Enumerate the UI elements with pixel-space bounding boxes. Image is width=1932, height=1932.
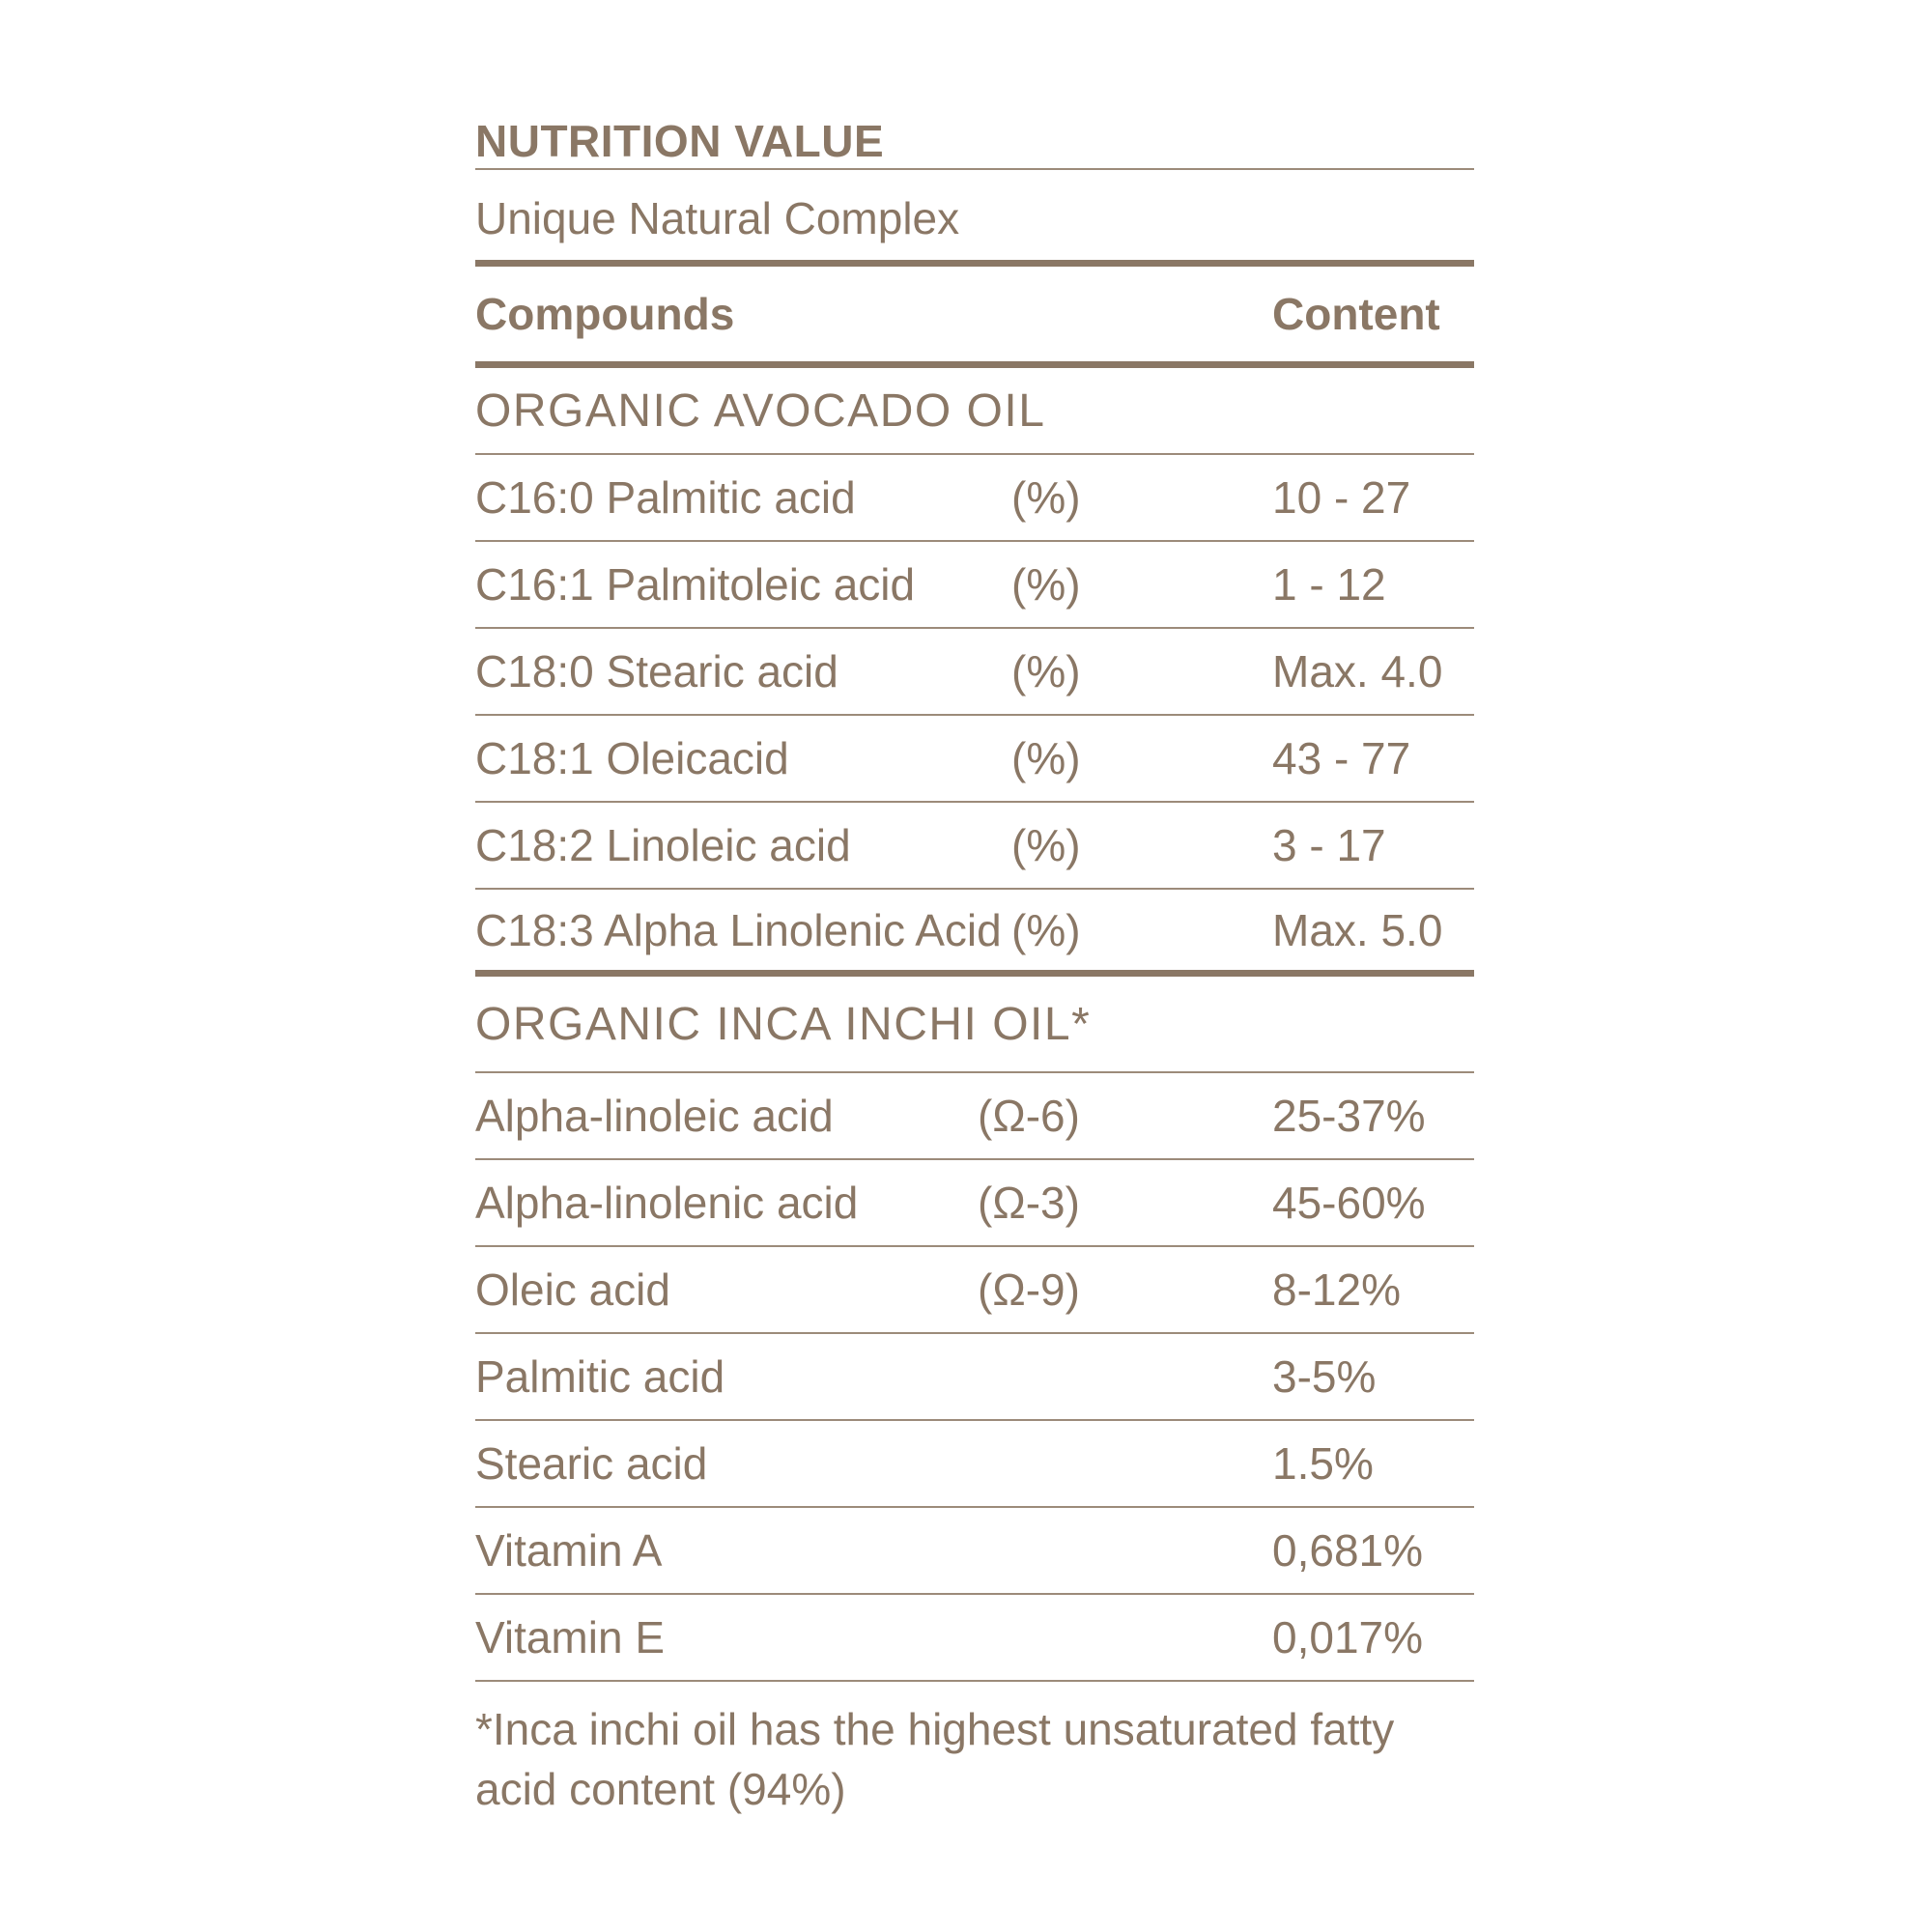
compound-unit: (%) — [1011, 733, 1081, 783]
table-row — [475, 890, 1474, 977]
table-row — [475, 1421, 1474, 1508]
table-row — [475, 629, 1474, 716]
section-inca-inchi-oil — [475, 977, 1474, 1682]
nutrition-panel — [475, 97, 1474, 1819]
table-row — [475, 1334, 1474, 1421]
table-header — [475, 267, 1474, 368]
compound-unit: (%) — [1011, 559, 1081, 610]
table-row — [475, 1595, 1474, 1682]
table-row — [475, 1508, 1474, 1595]
compound-value: 0,017% — [1272, 1612, 1424, 1662]
table-row — [475, 716, 1474, 803]
compound-unit: (%) — [1011, 904, 1081, 955]
compound-name: Vitamin A — [475, 1525, 663, 1576]
column-header-content: Content — [1272, 289, 1440, 339]
footnote: *Inca inchi oil has the highest unsaturated fatty acid content (94%) — [475, 1704, 1395, 1814]
compound-name: C18:1 Oleicacid — [475, 733, 789, 783]
compound-name: Palmitic acid — [475, 1351, 725, 1402]
section-title: ORGANIC AVOCADO OIL — [475, 368, 1474, 455]
compound-unit: (%) — [1011, 472, 1081, 523]
compound-value: 45-60% — [1272, 1178, 1426, 1228]
compound-name: Oleic acid — [475, 1264, 670, 1315]
compound-value: 43 - 77 — [1272, 733, 1411, 783]
page-title: NUTRITION VALUE — [475, 97, 1474, 170]
compound-name: Vitamin E — [475, 1612, 666, 1662]
compound-name: Alpha-linoleic acid — [475, 1091, 834, 1141]
section-avocado-oil — [475, 368, 1474, 977]
compound-name: C18:0 Stearic acid — [475, 646, 838, 696]
table-row — [475, 455, 1474, 542]
compound-unit: (Ω-9) — [978, 1264, 1080, 1315]
page-subtitle: Unique Natural Complex — [475, 170, 1474, 267]
table-row — [475, 542, 1474, 629]
compound-unit: (Ω-6) — [978, 1091, 1080, 1141]
table-row — [475, 1073, 1474, 1160]
compound-value: 3 - 17 — [1272, 820, 1386, 870]
table-row — [475, 803, 1474, 890]
compound-value: 8-12% — [1272, 1264, 1401, 1315]
compound-value: 3-5% — [1272, 1351, 1377, 1402]
compound-unit: (%) — [1011, 820, 1081, 870]
compound-value: Max. 5.0 — [1272, 904, 1443, 955]
compound-name: C16:1 Palmitoleic acid — [475, 559, 916, 610]
compound-name: C16:0 Palmitic acid — [475, 472, 856, 523]
compound-value: 0,681% — [1272, 1525, 1424, 1576]
compound-value: 1 - 12 — [1272, 559, 1386, 610]
compound-unit: (Ω-3) — [978, 1178, 1080, 1228]
compound-value: Max. 4.0 — [1272, 646, 1443, 696]
compound-value: 1.5% — [1272, 1438, 1374, 1489]
compound-name: Alpha-linolenic acid — [475, 1178, 859, 1228]
table-row — [475, 1160, 1474, 1247]
compound-name: C18:2 Linoleic acid — [475, 820, 851, 870]
compound-value: 10 - 27 — [1272, 472, 1411, 523]
table-row — [475, 1247, 1474, 1334]
column-header-compounds: Compounds — [475, 289, 735, 339]
compound-name: Stearic acid — [475, 1438, 708, 1489]
compound-value: 25-37% — [1272, 1091, 1426, 1141]
section-title: ORGANIC INCA INCHI OIL* — [475, 977, 1474, 1073]
compound-unit: (%) — [1011, 646, 1081, 696]
compound-name: C18:3 Alpha Linolenic Acid — [475, 904, 1002, 955]
